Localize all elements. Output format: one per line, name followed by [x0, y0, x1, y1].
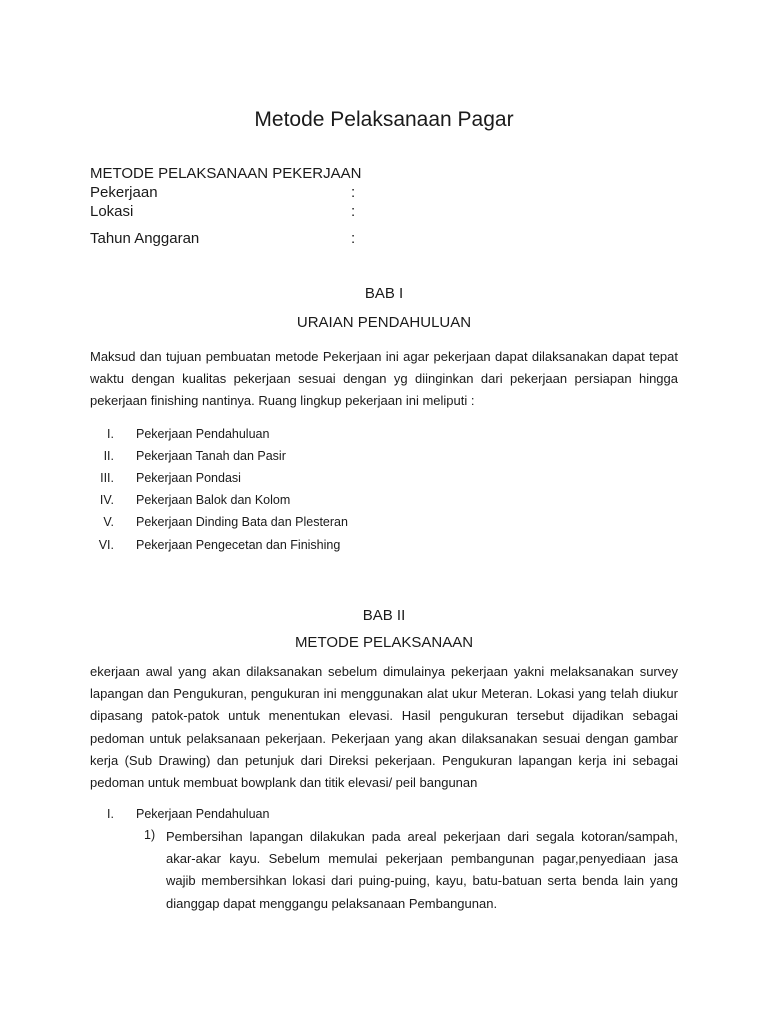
field-tahun-anggaran-colon: : — [351, 230, 356, 247]
list-item-text: Pekerjaan Dinding Bata dan Plesteran — [136, 515, 348, 529]
bab1-number: BAB I — [364, 285, 404, 302]
header-heading: METODE PELAKSANAAN PEKERJAAN — [90, 165, 362, 182]
sub-item-paragraph: Pembersihan lapangan dilakukan pada areal pekerjaan dari segala kotoran/sampah, akar-akar kayu. Sebelum memulai pekerjaan pembangunan pagar,penyediaan jasa wajib membersihkan lokasi dari puing-puing, kayu, batu-batuan serta benda lain yang dianggap dapat menggangu pelaksanaan Pembangunan. — [166, 829, 678, 911]
field-lokasi-colon: : — [351, 203, 356, 220]
list-item-text: Pekerjaan Balok dan Kolom — [136, 493, 291, 507]
list-item-number: V. — [103, 515, 114, 529]
document-title: Metode Pelaksanaan Pagar — [254, 108, 514, 131]
list-item-text: Pekerjaan Pondasi — [136, 471, 241, 485]
field-lokasi-label: Lokasi — [90, 203, 134, 220]
bab2-number: BAB II — [362, 607, 406, 624]
list-item-text: Pekerjaan Pendahuluan — [136, 427, 270, 441]
list-item-number: III. — [100, 471, 114, 485]
section-title: Pekerjaan Pendahuluan — [136, 807, 270, 821]
bab2-intro-paragraph: ekerjaan awal yang akan dilaksanakan sebelum dimulainya pekerjaan yakni melaksanakan survey lapangan dan Pengukuran, pengukuran ini menggunakan alat ukur Meteran. Lokasi yang telah diukur dipasang patok-patok untuk menentukan elevasi. Hasil pengukuran tersebut dijadikan sebagai pedoman untuk pelaksanaan pekerjaan. Pekerjaan yang akan dilaksanakan sesuai dengan gambar kerja (Sub Drawing) dan petunjuk dari Direksi pekerjaan. Pengukuran lapangan kerja ini sebagai pedoman untuk membuat bowplank dan titik elevasi/ peil bangunan — [90, 664, 678, 791]
list-item-text: Pekerjaan Tanah dan Pasir — [136, 449, 286, 463]
bab1-intro-paragraph: Maksud dan tujuan pembuatan metode Pekerjaan ini agar pekerjaan dapat dilaksanakan dapat tepat waktu dengan kualitas pekerjaan sesuai dengan yg diinginkan dari pekerjaan persiapan hingga pekerjaan finishing nantinya. Ruang lingkup pekerjaan ini meliputi : — [90, 349, 678, 409]
list-item-number: IV. — [99, 493, 114, 507]
list-item-text: Pekerjaan Pengecetan dan Finishing — [136, 538, 341, 552]
sub-item-number: 1) — [144, 828, 156, 842]
list-item-number: VI. — [98, 538, 114, 552]
bab2-title: METODE PELAKSANAAN — [294, 634, 474, 651]
list-item-number: II. — [103, 449, 114, 463]
list-item-number: I. — [107, 427, 114, 441]
bab1-title: URAIAN PENDAHULUAN — [296, 314, 472, 331]
field-tahun-anggaran-label: Tahun Anggaran — [90, 230, 200, 247]
field-pekerjaan-label: Pekerjaan — [90, 184, 158, 201]
section-number: I. — [107, 807, 114, 821]
field-pekerjaan-colon: : — [351, 184, 356, 201]
